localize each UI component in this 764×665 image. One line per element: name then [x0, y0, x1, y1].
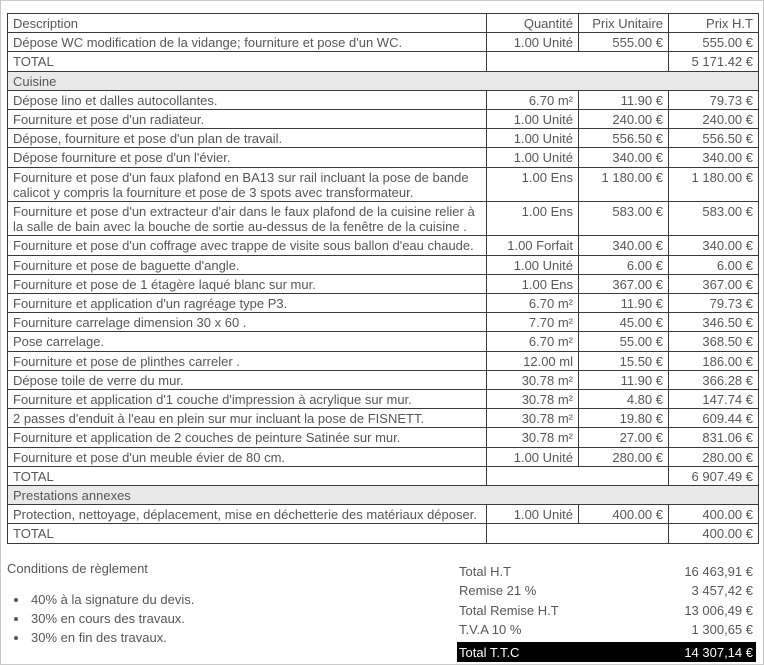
- table-row: [8, 409, 759, 428]
- row-unit-price: 55.00 €: [579, 332, 669, 351]
- row-quantity: 6.70 m²: [487, 90, 579, 109]
- row-description: Fourniture et application d'1 couche d'impression à acrylique sur mur.: [8, 390, 487, 409]
- table-row: [8, 129, 759, 148]
- section-total-row: [8, 466, 759, 485]
- row-quantity: 1.00 Ens: [487, 167, 579, 201]
- row-quantity: 1.00 Unité: [487, 148, 579, 167]
- condition-item: • 40% à la signature du devis.: [29, 592, 194, 607]
- row-unit-price: 280.00 €: [579, 447, 669, 466]
- row-total-price: 368.50 €: [669, 332, 759, 351]
- row-unit-price: 240.00 €: [579, 110, 669, 129]
- row-total-price: 555.00 €: [669, 33, 759, 52]
- column-header-description: Description: [8, 14, 487, 33]
- row-total-price: 79.73 €: [669, 294, 759, 313]
- row-quantity: 6.70 m²: [487, 332, 579, 351]
- row-total-price: 240.00 €: [669, 110, 759, 129]
- row-description: Fourniture et pose d'un meuble évier de 80 cm.: [8, 447, 487, 466]
- column-header-unit-price: Prix Unitaire: [579, 14, 669, 33]
- summary-label: Total H.T: [459, 563, 512, 579]
- row-unit-price: 11.90 €: [579, 90, 669, 109]
- total-spacer: [487, 466, 669, 485]
- row-description: Dépose fourniture et pose d'un l'évier.: [8, 148, 487, 167]
- table-row: [8, 236, 759, 255]
- total-label: TOTAL: [8, 466, 487, 485]
- row-unit-price: 400.00 €: [579, 505, 669, 524]
- table-row: [8, 447, 759, 466]
- summary-row: [457, 562, 756, 581]
- section-header-label: Prestations annexes: [8, 486, 759, 505]
- table-row: [8, 33, 759, 52]
- row-unit-price: 27.00 €: [579, 428, 669, 447]
- row-description: Fourniture et application d'un ragréage type P3.: [8, 294, 487, 313]
- row-quantity: 1.00 Unité: [487, 129, 579, 148]
- summary-row: [457, 581, 756, 600]
- row-description: Fourniture et application de 2 couches de peinture Satinée sur mur.: [8, 428, 487, 447]
- section-header-row: [8, 486, 759, 505]
- row-description: Fourniture et pose de plinthes carreler .: [8, 351, 487, 370]
- column-header-total-price: Prix H.T: [669, 14, 759, 33]
- row-quantity: 1.00 Ens: [487, 202, 579, 236]
- row-unit-price: 19.80 €: [579, 409, 669, 428]
- row-quantity: 6.70 m²: [487, 294, 579, 313]
- summary-row: [457, 601, 756, 620]
- row-unit-price: 340.00 €: [579, 148, 669, 167]
- row-description: 2 passes d'enduit à l'eau en plein sur mur incluant la pose de FISNETT.: [8, 409, 487, 428]
- row-description: Dépose lino et dalles autocollantes.: [8, 90, 487, 109]
- total-label: TOTAL: [8, 52, 487, 71]
- row-quantity: 30.78 m²: [487, 428, 579, 447]
- row-quantity: 1.00 Unité: [487, 255, 579, 274]
- summary-label: Total Remise H.T: [459, 602, 559, 618]
- conditions-list: [29, 592, 194, 645]
- condition-item: • 30% en cours des travaux.: [29, 611, 194, 626]
- row-total-price: 556.50 €: [669, 129, 759, 148]
- row-description: Fourniture carrelage dimension 30 x 60 .: [8, 313, 487, 332]
- row-total-price: 6.00 €: [669, 255, 759, 274]
- row-quantity: 30.78 m²: [487, 370, 579, 389]
- section-total-value: 5 171.42 €: [669, 52, 759, 71]
- row-total-price: 609.44 €: [669, 409, 759, 428]
- row-quantity: 1.00 Ens: [487, 274, 579, 293]
- summary-label: Remise 21 %: [459, 583, 537, 599]
- table-row: [8, 313, 759, 332]
- table-row: [8, 167, 759, 201]
- row-total-price: 340.00 €: [669, 236, 759, 255]
- row-quantity: 30.78 m²: [487, 390, 579, 409]
- row-total-price: 366.28 €: [669, 370, 759, 389]
- row-total-price: 1 180.00 €: [669, 167, 759, 201]
- table-row: [8, 428, 759, 447]
- row-description: Fourniture et pose d'un radiateur.: [8, 110, 487, 129]
- row-unit-price: 15.50 €: [579, 351, 669, 370]
- row-total-price: 79.73 €: [669, 90, 759, 109]
- table-row: [8, 110, 759, 129]
- row-total-price: 367.00 €: [669, 274, 759, 293]
- row-quantity: 12.00 ml: [487, 351, 579, 370]
- table-row: [8, 351, 759, 370]
- document-footer: [7, 561, 756, 663]
- row-description: Dépose WC modification de la vidange; fourniture et pose d'un WC.: [8, 33, 487, 52]
- summary-value: 14 307,14 €: [684, 644, 753, 660]
- section-total-value: 400.00 €: [669, 524, 759, 543]
- total-spacer: [487, 52, 669, 71]
- row-quantity: 1.00 Forfait: [487, 236, 579, 255]
- table-row: [8, 294, 759, 313]
- table-row: [8, 202, 759, 236]
- row-unit-price: 556.50 €: [579, 129, 669, 148]
- row-unit-price: 4.80 €: [579, 390, 669, 409]
- summary-label: Total T.T.C: [459, 644, 520, 660]
- row-total-price: 583.00 €: [669, 202, 759, 236]
- condition-item: • 30% en fin des travaux.: [29, 630, 194, 645]
- row-quantity: 7.70 m²: [487, 313, 579, 332]
- row-total-price: 147.74 €: [669, 390, 759, 409]
- row-description: Fourniture et pose d'un extracteur d'air dans le faux plafond de la cuisine relier à la salle de bain avec la bouche de sortie au-dessus de la fenêtre de la cuisine .: [8, 202, 487, 236]
- section-header-label: Cuisine: [8, 71, 759, 90]
- row-description: Dépose, fourniture et pose d'un plan de travail.: [8, 129, 487, 148]
- table-row: [8, 148, 759, 167]
- table-row: [8, 90, 759, 109]
- table-row: [8, 255, 759, 274]
- summary-row: [457, 620, 756, 639]
- row-total-price: 831.06 €: [669, 428, 759, 447]
- row-total-price: 280.00 €: [669, 447, 759, 466]
- row-unit-price: 583.00 €: [579, 202, 669, 236]
- row-unit-price: 367.00 €: [579, 274, 669, 293]
- row-description: Fourniture et pose d'un coffrage avec trappe de visite sous ballon d'eau chaude.: [8, 236, 487, 255]
- totals-summary: [457, 562, 756, 663]
- table-row: [8, 274, 759, 293]
- row-unit-price: 555.00 €: [579, 33, 669, 52]
- summary-value: 16 463,91 €: [684, 563, 753, 579]
- row-unit-price: 11.90 €: [579, 294, 669, 313]
- summary-label: T.V.A 10 %: [459, 622, 522, 638]
- grand-total-row: [457, 642, 756, 662]
- row-quantity: 1.00 Unité: [487, 447, 579, 466]
- row-quantity: 1.00 Unité: [487, 505, 579, 524]
- row-description: Dépose toile de verre du mur.: [8, 370, 487, 389]
- payment-conditions: [7, 561, 194, 649]
- section-total-row: [8, 52, 759, 71]
- row-unit-price: 1 180.00 €: [579, 167, 669, 201]
- total-spacer: [487, 524, 669, 543]
- summary-value: 1 300,65 €: [691, 622, 753, 638]
- section-total-value: 6 907.49 €: [669, 466, 759, 485]
- row-total-price: 340.00 €: [669, 148, 759, 167]
- table-header-row: [8, 14, 759, 33]
- row-unit-price: 6.00 €: [579, 255, 669, 274]
- section-total-row: [8, 524, 759, 543]
- row-total-price: 346.50 €: [669, 313, 759, 332]
- conditions-title: Conditions de règlement: [7, 560, 148, 576]
- row-quantity: 1.00 Unité: [487, 110, 579, 129]
- row-unit-price: 45.00 €: [579, 313, 669, 332]
- total-label: TOTAL: [8, 524, 487, 543]
- quote-table: [7, 13, 759, 544]
- row-total-price: 186.00 €: [669, 351, 759, 370]
- summary-value: 3 457,42 €: [691, 583, 753, 599]
- row-description: Pose carrelage.: [8, 332, 487, 351]
- row-description: Protection, nettoyage, déplacement, mise en déchetterie des matériaux déposer.: [8, 505, 487, 524]
- column-header-quantity: Quantité: [487, 14, 579, 33]
- table-row: [8, 505, 759, 524]
- summary-value: 13 006,49 €: [684, 602, 753, 618]
- row-unit-price: 340.00 €: [579, 236, 669, 255]
- row-total-price: 400.00 €: [669, 505, 759, 524]
- row-quantity: 1.00 Unité: [487, 33, 579, 52]
- row-description: Fourniture et pose de 1 étagère laqué blanc sur mur.: [8, 274, 487, 293]
- table-row: [8, 370, 759, 389]
- table-row: [8, 390, 759, 409]
- row-description: Fourniture et pose de baguette d'angle.: [8, 255, 487, 274]
- section-header-row: [8, 71, 759, 90]
- row-description: Fourniture et pose d'un faux plafond en BA13 sur rail incluant la pose de bande calicot y compris la fourniture et pose de 3 spots avec transformateur.: [8, 167, 487, 201]
- row-unit-price: 11.90 €: [579, 370, 669, 389]
- table-row: [8, 332, 759, 351]
- row-quantity: 30.78 m²: [487, 409, 579, 428]
